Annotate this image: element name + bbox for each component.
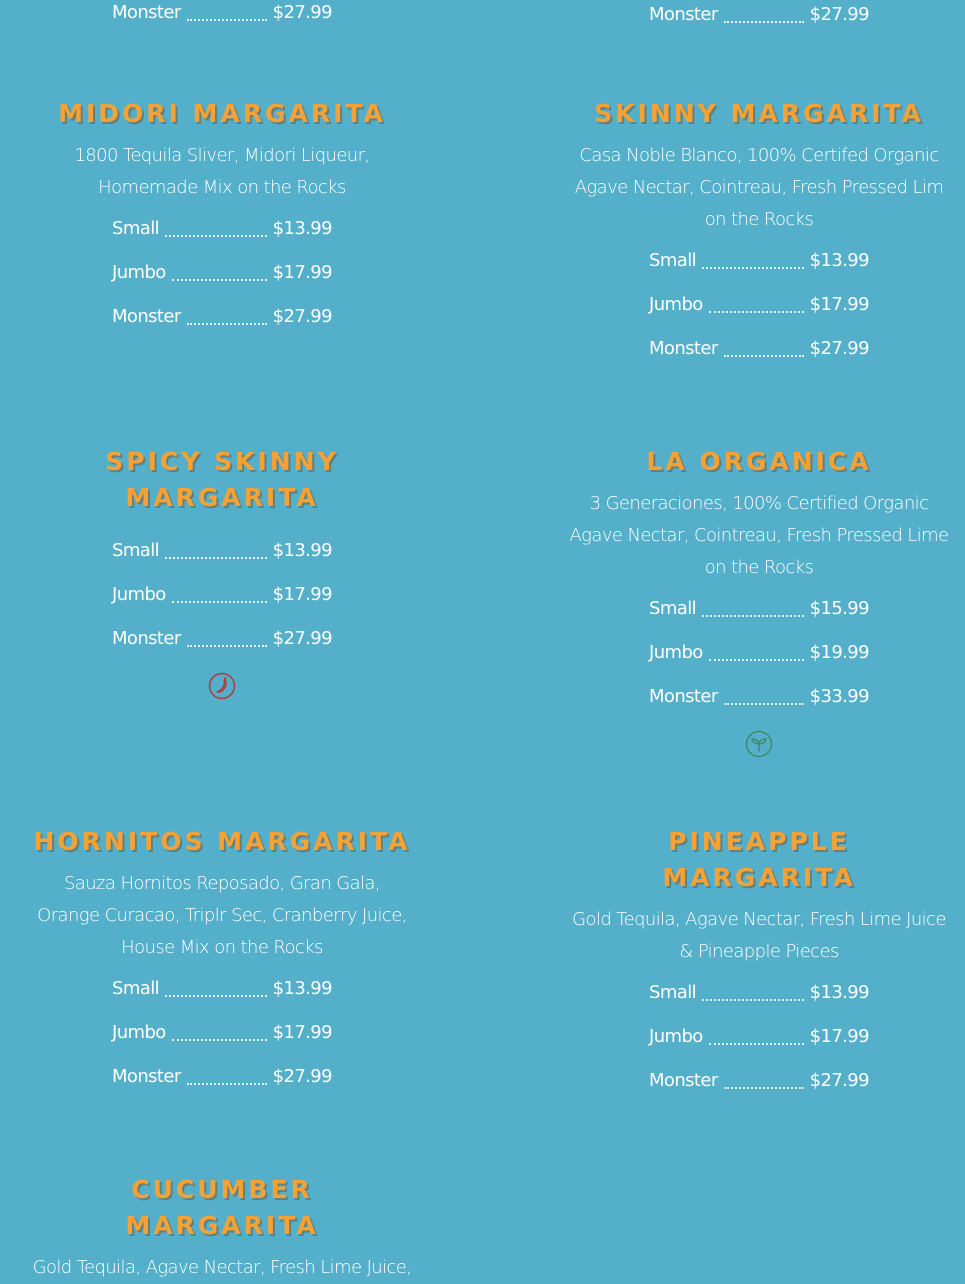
price-value: $17.99 [272,1021,332,1043]
size-label: Monster [112,305,181,327]
price-value: $13.99 [272,539,332,561]
price-row-jumbo [112,572,332,616]
size-label: Small [649,597,696,619]
price-value: $17.99 [809,293,869,315]
item-title: SKINNY MARGARITA [594,99,924,128]
item-title: CUCUMBER MARGARITA [125,1175,319,1240]
menu-item-skinny-margarita [569,96,949,370]
dot-leader [187,645,267,647]
menu-item-spicy-skinny-margarita [82,444,362,700]
size-label: Monster [649,337,718,359]
size-label: Small [112,977,159,999]
item-description: 1800 Tequila Sliver, Midori Liqueur, Homemade Mix on the Rocks [74,145,370,198]
size-label: Monster [649,685,718,707]
item-title: PINEAPPLE MARGARITA [662,827,856,892]
size-label: Jumbo [649,641,703,663]
price-value: $33.99 [809,685,869,707]
price-row-jumbo [112,250,332,294]
size-label: Small [649,981,696,1003]
price-row-small [649,586,869,630]
price-row-monster [112,294,332,338]
price-row-small [112,206,332,250]
price-row-jumbo [649,282,869,326]
price-value: $15.99 [809,597,869,619]
menu-item-midori-margarita [32,96,412,338]
size-label: Jumbo [112,261,166,283]
price-value: $27.99 [272,1065,332,1087]
item-title: LA ORGANICA [646,447,872,476]
price-value: $17.99 [272,261,332,283]
menu-item-hornitos-margarita [32,824,412,1098]
price-row-small [112,528,332,572]
price-value: $17.99 [272,583,332,605]
size-label: Small [112,539,159,561]
item-description: Gold Tequila, Agave Nectar, Fresh Lime Juice, [32,1257,412,1278]
dot-leader [172,279,267,281]
size-label: Jumbo [649,293,703,315]
price-value: $27.99 [272,627,332,649]
price-list [32,966,412,1098]
dot-leader [724,21,804,23]
menu-item-la-organica [569,444,949,758]
dot-leader [702,999,804,1001]
dot-leader [165,235,267,237]
price-list [32,0,412,34]
leaf-sprout-icon [745,730,773,758]
price-value: $19.99 [809,641,869,663]
price-row-monster [112,616,332,660]
dot-leader [187,1083,267,1085]
dot-leader [165,557,267,559]
size-label: Monster [112,627,181,649]
dot-leader [702,615,804,617]
dot-leader [724,703,804,705]
price-row-jumbo [649,1014,869,1058]
price-row-small [112,966,332,1010]
price-list [82,528,362,660]
dot-leader [172,1039,267,1041]
price-value: $27.99 [809,337,869,359]
price-list [569,0,949,36]
size-label: Jumbo [649,1025,703,1047]
size-label: Monster [112,1065,181,1087]
price-row-small [649,238,869,282]
chili-pepper-icon [208,672,236,700]
price-value: $27.99 [272,305,332,327]
price-row-monster [112,0,332,34]
size-label: Jumbo [112,583,166,605]
price-row-monster [112,1054,332,1098]
menu-item-partial-top-left [32,0,412,34]
price-row-jumbo [112,1010,332,1054]
item-description: Gold Tequila, Agave Nectar, Fresh Lime Juice & Pineapple Pieces [572,909,946,962]
item-title: HORNITOS MARGARITA [33,827,411,856]
price-row-monster [649,0,869,36]
price-value: $17.99 [809,1025,869,1047]
price-value: $13.99 [272,217,332,239]
price-row-jumbo [649,630,869,674]
size-label: Monster [649,3,718,25]
price-list [569,970,949,1102]
dot-leader [724,355,804,357]
size-label: Monster [112,1,181,23]
dot-leader [724,1087,804,1089]
dot-leader [187,323,267,325]
item-title: MIDORI MARGARITA [58,99,386,128]
price-row-small [649,970,869,1014]
dot-leader [709,659,804,661]
menu-item-pineapple-margarita [569,824,949,1102]
menu-item-partial-top-right [569,0,949,36]
price-row-monster [649,674,869,718]
dot-leader [702,267,804,269]
dot-leader [709,311,804,313]
size-label: Jumbo [112,1021,166,1043]
item-title: SPICY SKINNY MARGARITA [105,447,339,512]
price-value: $13.99 [809,249,869,271]
size-label: Small [649,249,696,271]
menu-item-cucumber-margarita [32,1172,412,1284]
dot-leader [165,995,267,997]
item-description: 3 Generaciones, 100% Certified Organic Agave Nectar, Cointreau, Fresh Pressed Lime on the Rocks [569,493,949,578]
price-value: $27.99 [809,1069,869,1091]
size-label: Monster [649,1069,718,1091]
price-value: $27.99 [809,3,869,25]
price-row-monster [649,1058,869,1102]
price-list [569,238,949,370]
item-description: Sauza Hornitos Reposado, Gran Gala, Orange Curacao, Triplr Sec, Cranberry Juice, House Mix on the Rocks [37,873,407,958]
size-label: Small [112,217,159,239]
price-value: $13.99 [272,977,332,999]
price-value: $27.99 [272,1,332,23]
dot-leader [187,19,267,21]
price-value: $13.99 [809,981,869,1003]
price-list [32,206,412,338]
dot-leader [709,1043,804,1045]
dot-leader [172,601,267,603]
price-row-monster [649,326,869,370]
item-description: Casa Noble Blanco, 100% Certifed Organic Agave Nectar, Cointreau, Fresh Pressed Lim on the Rocks [574,145,944,230]
price-list [569,586,949,718]
